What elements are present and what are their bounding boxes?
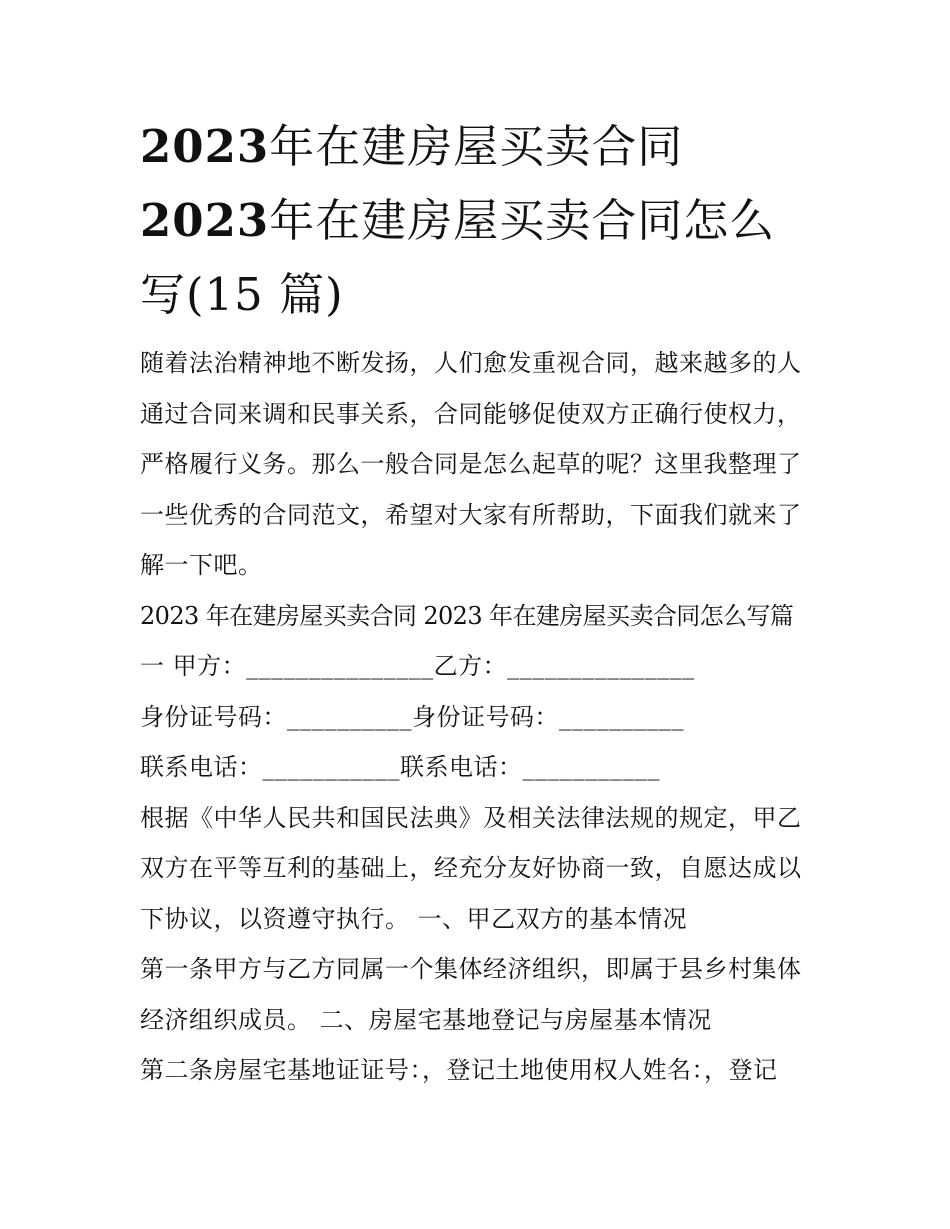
phone-line: 联系电话：___________联系电话：___________ <box>140 753 660 781</box>
text-line: 通过合同来调和民事关系，合同能够促使双方正确行使权力， <box>140 399 802 428</box>
text-line: 第二条房屋宅基地证证号：，登记土地使用权人姓名：，登记 <box>140 1056 778 1084</box>
title-year: 2023 <box>140 194 270 247</box>
text-line: 随着法治精神地不断发扬，人们愈发重视合同，越来越多的人 <box>140 349 802 377</box>
party-line: 一 甲方：_______________乙方：_______________ <box>140 652 695 680</box>
contract-clauses <box>140 793 820 1096</box>
section-heading <box>140 591 820 692</box>
document-body <box>140 338 820 1096</box>
contract-form-fields <box>140 692 820 793</box>
title-line <box>140 110 820 184</box>
title-line <box>140 184 820 258</box>
document-title <box>140 110 820 332</box>
text-line: 严格履行义务。那么一般合同是怎么起草的呢？这里我整理了 <box>140 450 802 478</box>
text-line: 第一条甲方与乙方同属一个集体经济组织，即属于县乡村集体 <box>140 955 802 983</box>
text-line: 经济组织成员。 二、房屋宅基地登记与房屋基本情况 <box>140 1005 712 1034</box>
text-line: 2023 年在建房屋买卖合同 2023 年在建房屋买卖合同怎么写篇 <box>140 601 794 630</box>
text-line: 解一下吧。 <box>140 551 263 579</box>
text-line: 根据《中华人民共和国民法典》及相关法律法规的规定，甲乙 <box>140 803 802 832</box>
id-number-line: 身份证号码：__________身份证号码：__________ <box>140 702 684 731</box>
document-page <box>140 110 820 1096</box>
title-year: 2023 <box>140 120 270 173</box>
intro-paragraph <box>140 338 820 591</box>
title-line <box>140 258 820 332</box>
text-line: 下协议，以资遵守执行。 一、甲乙双方的基本情况 <box>140 904 688 933</box>
text-line: 双方在平等互利的基础上，经充分友好协商一致，自愿达成以 <box>140 854 802 882</box>
title-text: 年在建房屋买卖合同怎么 <box>269 194 776 247</box>
text-line: 一些优秀的合同范文，希望对大家有所帮助，下面我们就来了 <box>140 500 802 529</box>
title-text: 写(15 篇) <box>140 268 344 321</box>
title-text: 年在建房屋买卖合同 <box>269 120 684 173</box>
